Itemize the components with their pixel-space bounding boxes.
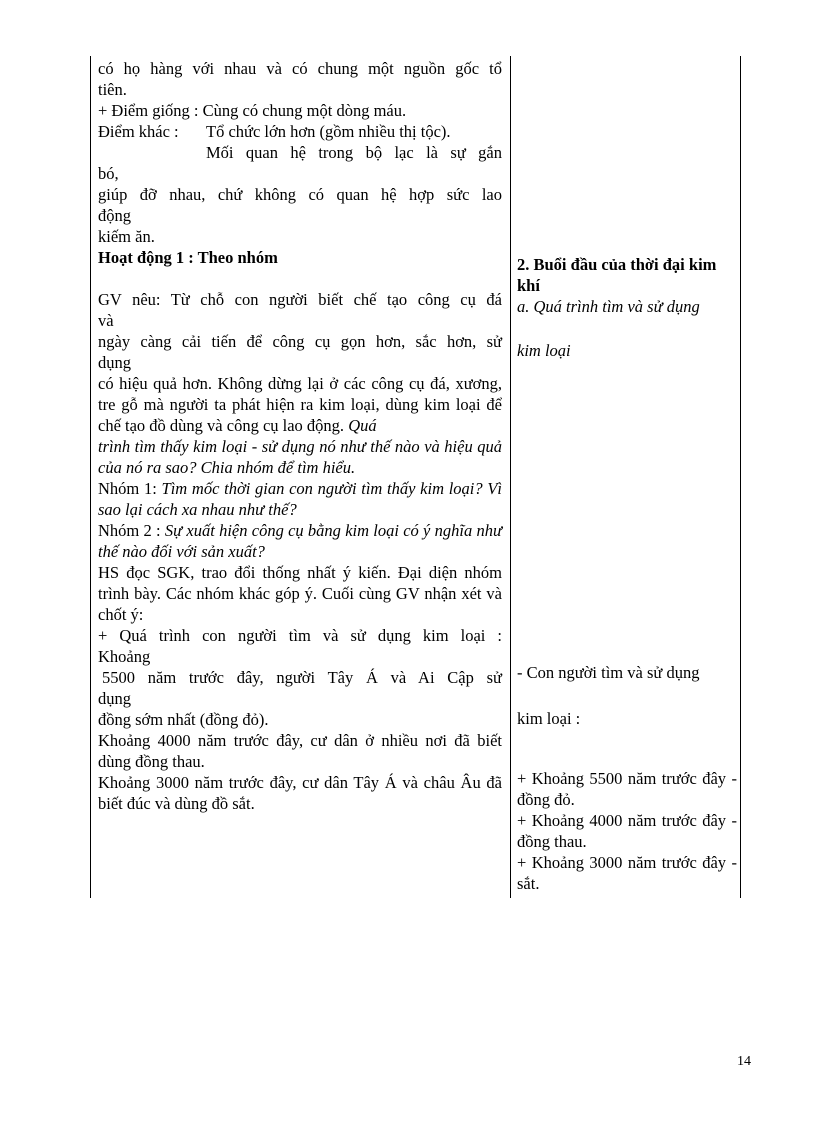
summary-line: - Con người tìm và sử dụng: [517, 663, 700, 682]
paragraph: giúp đỡ nhau, chứ không có quan hệ hợp sức lao: [98, 185, 502, 204]
activity-heading: Hoạt động 1 : Theo nhóm: [98, 248, 278, 267]
paragraph: GV nêu: Từ chỗ con người biết chế tạo công cụ đá: [98, 290, 502, 309]
paragraph-italic: Quá: [348, 416, 377, 435]
lesson-table: [90, 56, 742, 898]
subsection-line: a. Quá trình tìm và sử dụng: [517, 297, 700, 316]
paragraph: đồng sớm nhất (đồng đỏ).: [98, 710, 269, 729]
group-1-task: [98, 478, 502, 520]
summary-intro-cont: [517, 708, 737, 729]
paragraph: HS đọc SGK, trao đổi thống nhất ý kiến. Đại diện nhóm trình bày. Các nhóm khác góp ý. Cuối cùng GV nhận xét và chốt ý:: [98, 563, 502, 624]
summary-bullets: [517, 768, 737, 894]
paragraph: dụng: [98, 353, 131, 372]
paragraph: Khoảng 3000 năm trước đây, cư dân Tây Á và châu Âu đã biết đúc và dùng đồ sắt.: [98, 773, 502, 813]
bullet-item: + Khoảng 4000 năm trước đây - đồng thau.: [517, 811, 737, 851]
group-task-text: Sự xuất hiện công cụ bằng kim loại có ý nghĩa như thế nào đối với sản xuất?: [98, 521, 502, 561]
page-number: 14: [737, 1054, 751, 1069]
section-heading-text: 2. Buổi đầu của thời đại kim khí: [517, 255, 717, 295]
group-task-text: Tìm mốc thời gian con người tìm thấy kim loại? Vì sao lại cách xa nhau như thế?: [98, 479, 503, 519]
difference-line: [98, 121, 502, 142]
paragraph: kiếm ăn.: [98, 227, 155, 246]
paragraph: trình tìm thấy kim loại - sử dụng nó như thế nào và hiệu quả của nó ra sao? Chia nhóm để tìm hiểu.: [98, 437, 502, 477]
summary-intro: [517, 662, 737, 683]
group-2-task: [98, 520, 502, 562]
difference-label: Điểm khác :: [98, 122, 179, 141]
paragraph-text: có hiệu quả hơn. Không dừng lại ở các công cụ đá, xương, tre gỗ mà người ta phát hiện ra kim loại, dùng kim loại để chế tạo đồ dùng và công cụ lao động.: [98, 374, 502, 435]
paragraph: bó,: [98, 164, 119, 183]
subsection-a: [517, 296, 737, 317]
paragraph: Mối quan hệ trong bộ lạc là sự gắn: [206, 143, 502, 162]
table-middle-border: [510, 56, 511, 898]
paragraph: Khoảng 4000 năm trước đây, cư dân ở nhiều nơi đã biết dùng đồng thau.: [98, 731, 502, 771]
paragraph: ngày càng cải tiến để công cụ gọn hơn, sắc hơn, sử: [98, 332, 502, 351]
table-right-border: [740, 56, 741, 898]
teaching-activities-column: [98, 58, 502, 814]
paragraph: có họ hàng với nhau và có chung một nguồn gốc tổ: [98, 59, 502, 78]
bullet-item: + Khoảng 3000 năm trước đây - sắt.: [517, 853, 737, 893]
group-label: Nhóm 1:: [98, 479, 157, 498]
table-left-border: [90, 56, 91, 898]
paragraph: [98, 373, 502, 436]
paragraph: 5500 năm trước đây, người Tây Á và Ai Cập sử: [102, 668, 502, 687]
subsection-line: kim loại: [517, 341, 571, 360]
paragraph: dụng: [98, 689, 131, 708]
paragraph: và: [98, 311, 114, 330]
summary-line: kim loại :: [517, 709, 581, 728]
section-heading: [517, 254, 737, 296]
group-label: Nhóm 2 :: [98, 521, 161, 540]
paragraph: Khoảng: [98, 647, 151, 666]
bullet-item: + Khoảng 5500 năm trước đây - đồng đỏ.: [517, 769, 737, 809]
difference-text: Tổ chức lớn hơn (gồm nhiều thị tộc).: [206, 122, 451, 141]
similarity-line: + Điểm giống : Cùng có chung một dòng máu.: [98, 101, 407, 120]
paragraph: động: [98, 206, 131, 225]
subsection-a-cont: [517, 340, 737, 361]
paragraph: + Quá trình con người tìm và sử dụng kim loại :: [98, 626, 502, 645]
paragraph: tiên.: [98, 80, 127, 99]
